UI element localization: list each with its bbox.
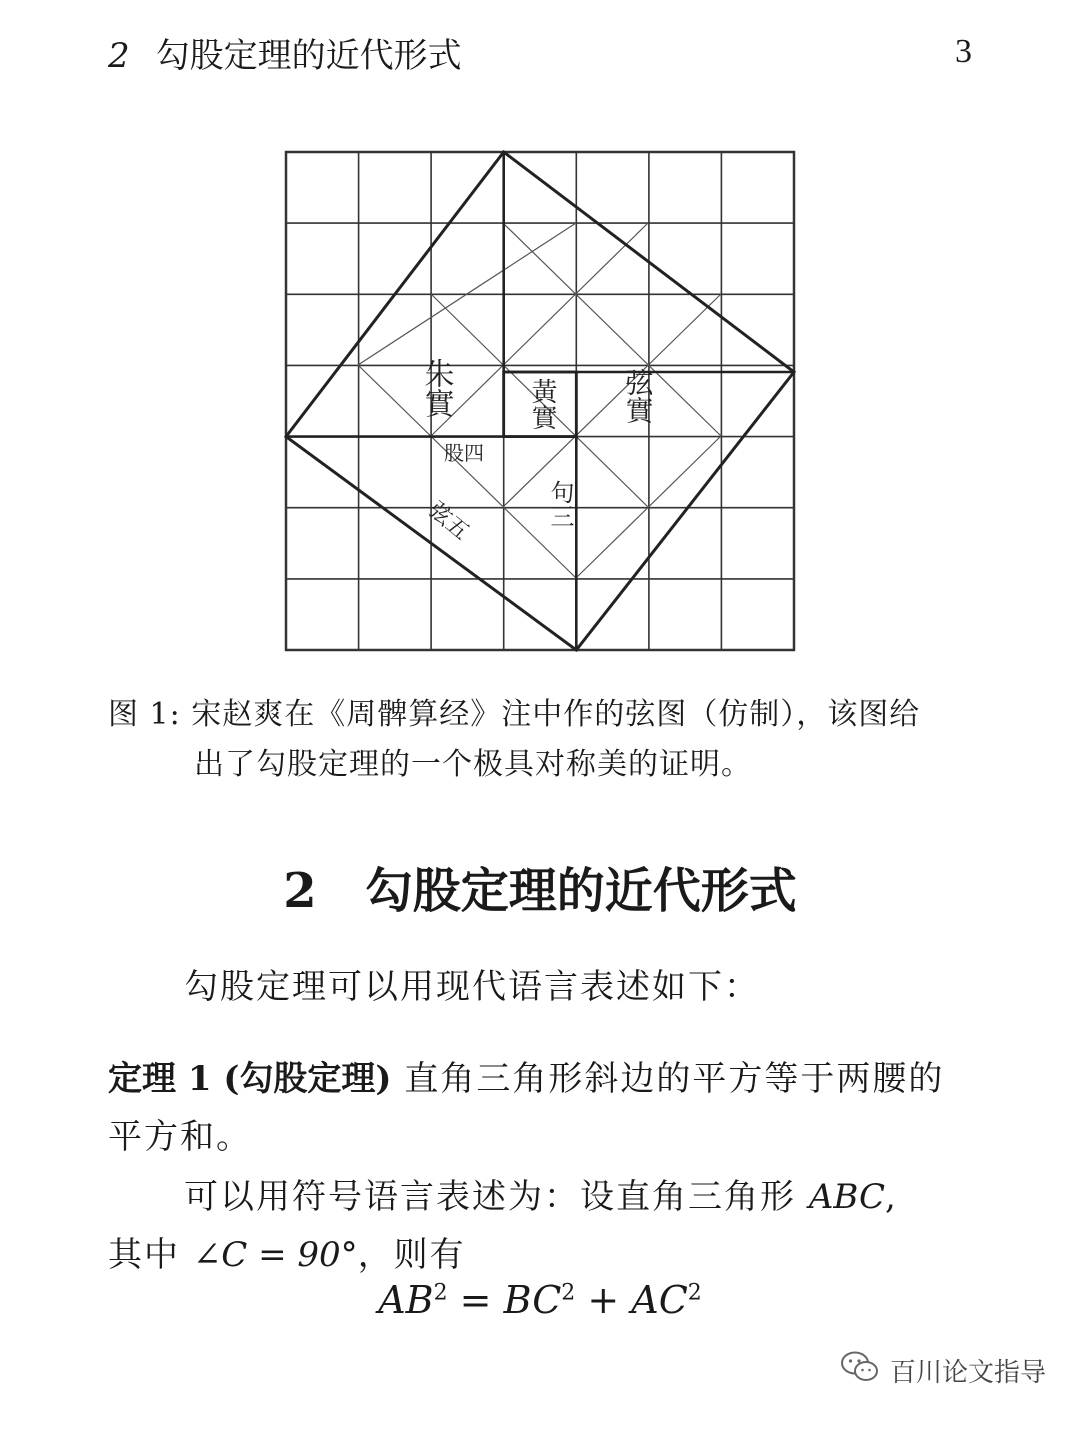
symbolic-text-a: 可以用符号语言表述为：设直角三角形 [184, 1177, 809, 1217]
header-section-title: 勾股定理的近代形式 [155, 35, 462, 76]
equation-mid: = BC [447, 1278, 562, 1322]
equation-exp-3: 2 [687, 1280, 702, 1306]
label-gu-si: 股四 [444, 441, 484, 465]
equation-exp-2: 2 [561, 1280, 576, 1306]
triangle-name: ABC [808, 1177, 885, 1217]
label-huang-shi: 黃實 [527, 378, 557, 430]
label-zhu-shi: 朱實 [418, 358, 454, 418]
watermark-text: 百川论文指导 [889, 1358, 1046, 1388]
section-number: 2 [283, 863, 317, 919]
symbolic-text-c: 其中 [108, 1235, 193, 1275]
label-gou-san: 句三 [546, 480, 574, 528]
label-xian-shi: 弦實 [621, 368, 655, 424]
running-header [108, 28, 972, 76]
symbolic-text-d: ，则有 [357, 1235, 466, 1275]
symbolic-comma: , [885, 1177, 898, 1217]
symbolic-paragraph [108, 1168, 974, 1284]
header-section-number: 2 [108, 35, 130, 76]
theorem-text: 直角三角形斜边的平方等于两腰的平方和。 [108, 1059, 945, 1157]
caption-line-2: 出了勾股定理的一个极具对称美的证明。 [194, 747, 752, 782]
header-title [108, 28, 462, 77]
equation-rhs: + AC [575, 1278, 688, 1322]
intro-paragraph: 勾股定理可以用现代语言表述如下： [184, 967, 760, 1007]
label-xian-wu: 弦五 [423, 497, 474, 546]
xian-diagram-figure [284, 150, 796, 652]
pythagorean-equation [0, 1278, 1080, 1322]
xian-diagram [284, 150, 796, 652]
wechat-icon [840, 1350, 880, 1391]
equation-lhs: AB [378, 1278, 434, 1322]
equation-exp-1: 2 [433, 1280, 448, 1306]
watermark [840, 1350, 1046, 1391]
section-title: 勾股定理的近代形式 [364, 863, 797, 919]
theorem-label: 定理 1 (勾股定理) [108, 1059, 392, 1099]
caption-line-1: 图 1: 宋赵爽在《周髀算经》注中作的弦图（仿制），该图给 [108, 697, 921, 732]
section-heading [0, 852, 1080, 921]
angle-expression: ∠C = 90° [192, 1235, 358, 1275]
figure-caption [108, 690, 974, 790]
theorem-paragraph [108, 1050, 974, 1166]
page-number: 3 [955, 33, 972, 70]
